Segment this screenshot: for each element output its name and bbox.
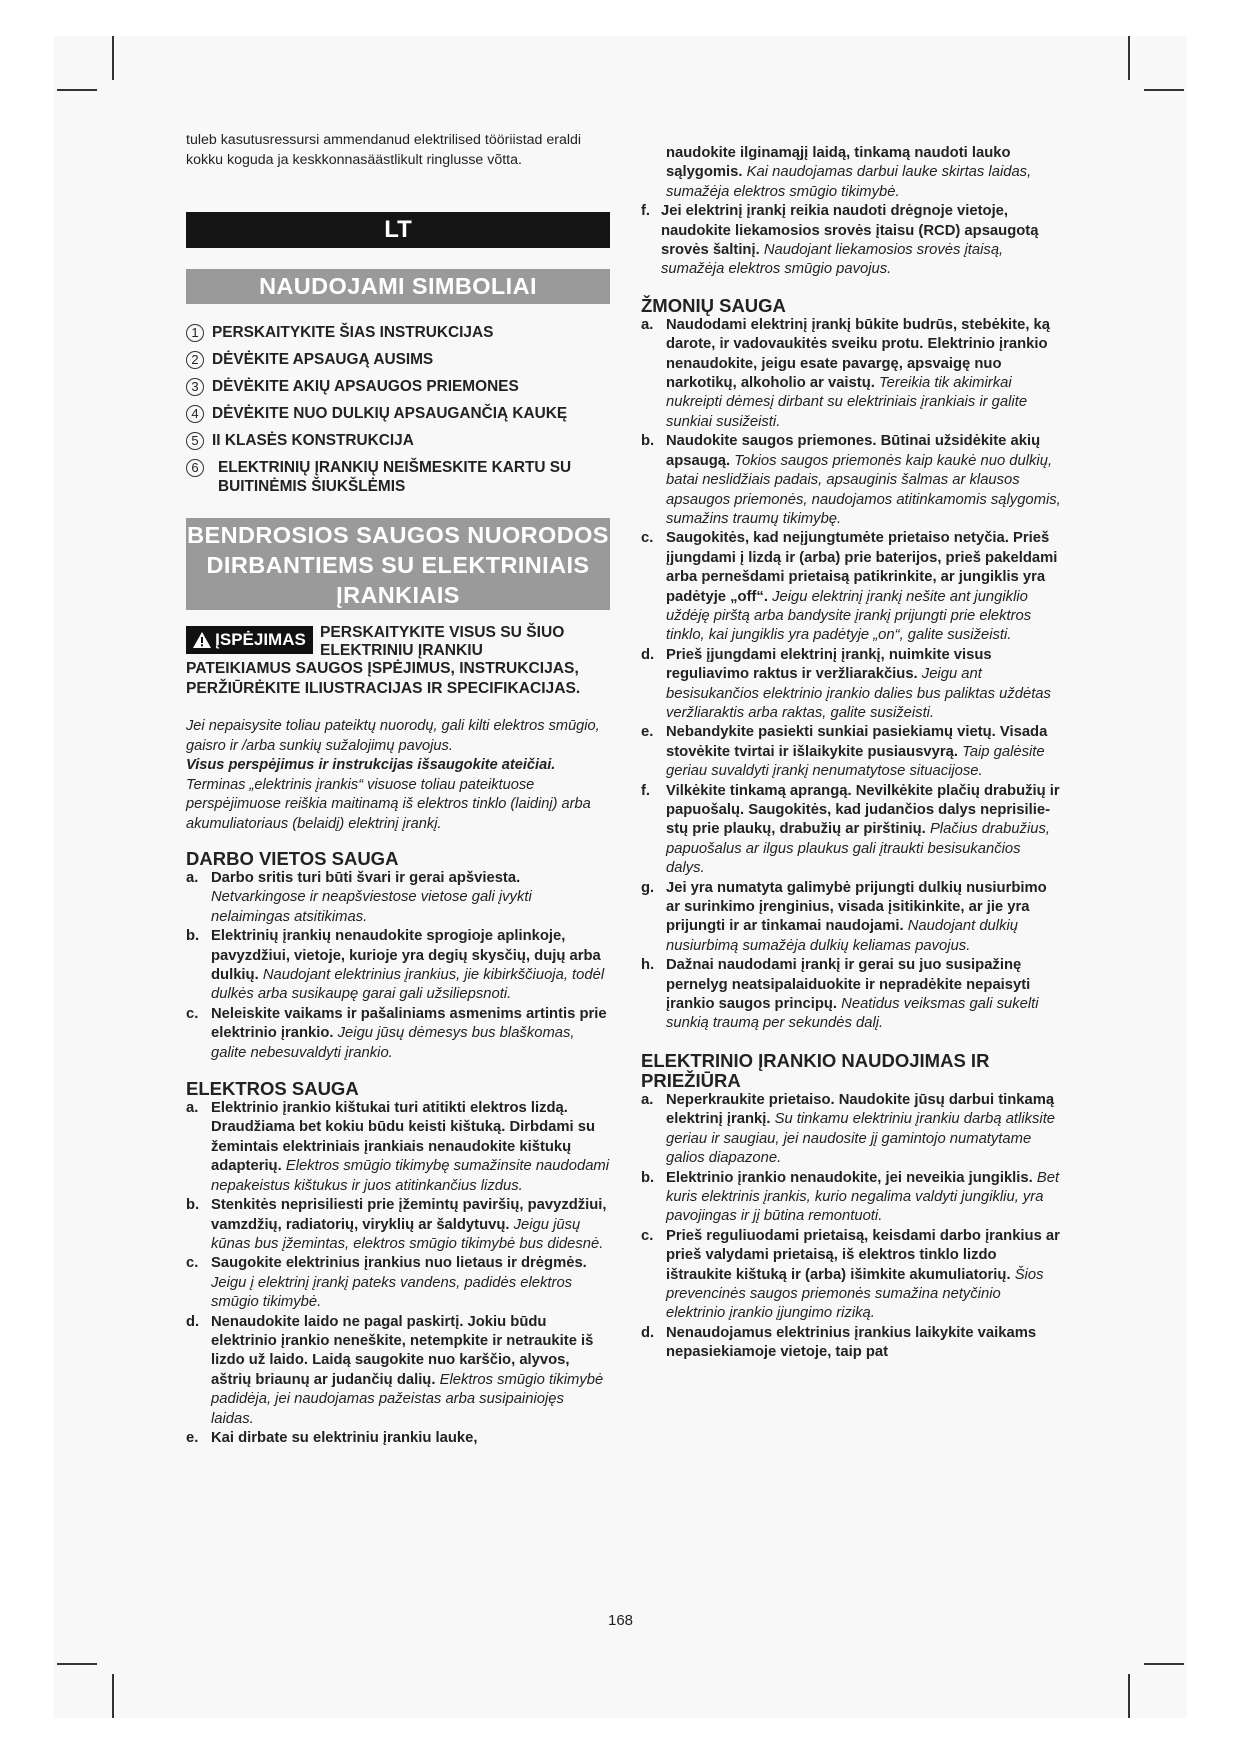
item-letter: d. (641, 646, 655, 663)
right-column (641, 144, 1061, 1363)
item-bold: Prieš reguliuodami prietaisą, keisdami darbo įrankius ar prieš valydami prietaisą, iš elektros tinklo lizdo ištraukite kištuką ir (arba) išimkite akumuliatorių. (666, 1227, 1060, 1283)
item-italic: Naudojant dulkių nusiurbimą sumažėja dulkių keliamas pavojus. (666, 918, 1018, 954)
item-italic: Kai naudojamas darbui lauke skirtas laidas, sumažėja elektros smūgio tikimybė. (666, 164, 1032, 200)
item-italic: Elektros smūgio tikimybę sumažinsite naudodami nepakeistus kištukus ir juos atitinkančius lizdus. (211, 1158, 610, 1194)
crop-mark (1144, 89, 1184, 91)
personal-safety-list (641, 316, 1061, 1034)
item-italic: Plačius drabužius, papuošalus ar ilgus plaukus gali įtraukti besisukančios dalys. (666, 821, 1051, 877)
item-italic: Bet kuris elektrinis įrankis, kurio negalima valdyti jungikliu, yra pavojingas ir jį būtina remontuoti. (666, 1169, 1060, 1225)
item-italic: Elektros smūgio tikimybė padidėja, jei naudojamas pažeistas arba susipainiojęs laidas. (211, 1371, 604, 1427)
warning-badge (186, 626, 313, 654)
symbol-item (186, 432, 610, 451)
crop-mark (57, 89, 97, 91)
item-italic: Jeigu ant besisukančios elektrinio įrankio dalies bus paliktas uždėtas veržliaraktis arba raktas, galite susižeisti. (666, 666, 1051, 721)
electrical-safety-list (186, 1099, 610, 1448)
list-item (186, 1196, 610, 1254)
symbol-label: II KLASĖS KONSTRUKCIJA (212, 432, 414, 449)
crop-mark (57, 1663, 97, 1665)
warning-badge-label: ĮSPĖJIMAS (215, 630, 306, 649)
item-letter: f. (641, 782, 651, 799)
item-italic: Tokios saugos priemonės kaip kaukė nuo dulkių, batai neslidžiais padais, apsauginis šalmas ar klausos apsaugos priemonės, naudojamos atitinkamomis sąlygomis, sumažins traumų tikimybę. (666, 452, 1061, 527)
work-area-list (186, 869, 610, 1063)
item-letter: b. (186, 928, 200, 945)
item-letter: a. (186, 870, 199, 886)
symbol-item (186, 378, 610, 397)
number-circle-icon: 3 (186, 378, 204, 396)
item-bold: Elektrinių įrankių nenaudokite sprogioje aplinkoje, pavyzdžiui, vietoje, kurioje yra degių skysčių, dujų arba dulkių. (211, 928, 601, 984)
item-bold: Neperkraukite prietaiso. Naudokite jūsų darbui tinkamą elektrinį įrankį. (666, 1091, 1055, 1128)
item-letter: b. (186, 1197, 200, 1214)
item-italic: Naudojant elektrinius įrankius, jie kibirkščiuoja, todėl dulkės arba susikaupę garai gali užsiliepsnoti. (211, 967, 605, 1003)
item-letter: g. (641, 879, 655, 896)
item-italic: Tereikia tik akimirkai nukreipti dėmesį dirbant su elektriniais įrankiais ir galite sunkiai susižeisti. (666, 375, 1028, 430)
item-letter: b. (641, 1169, 655, 1186)
item-bold: Nenaudojamus elektrinius įrankius laikykite vaikams nepasiekiamoje vietoje, taip pat (666, 1324, 1037, 1361)
item-letter: c. (186, 1005, 199, 1022)
symbol-item (186, 351, 610, 370)
item-bold: Nebandykite pasiekti sunkiai pasiekiamų vietų. Visada stovėkite tvirtai ir išlaikykite pusiausvyrą. (666, 724, 1048, 760)
number-circle-icon: 6 (186, 459, 204, 477)
symbol-item (186, 459, 610, 496)
number-circle-icon: 1 (186, 324, 204, 342)
item-bold: Elektrinio įrankio kištukai turi atitikti elektros lizdą. Draudžiama bet kokiu būdu keisti kištuką. Dirbdami su žemintais elektriniais įrankiais nenaudokite kištukų adapterių. (211, 1100, 595, 1175)
item-bold: Saugokitės, kad neįjungtumėte prietaiso netyčia. Prieš įjungdami į lizdą ir (arba) prie baterijos, prieš pakeldami arba pernešdami prietaisą patikrinkite, ar jungiklis yra padėtyje „off“. (666, 530, 1058, 605)
item-letter: a. (641, 316, 654, 333)
item-italic: Šios prevencinės saugos priemonės sumažina netyčinio elektrinio įrankio įjungimo riziką. (666, 1266, 1044, 1322)
item-bold: Naudokite saugos priemones. Būtinai užsidėkite akių apsaugą. (666, 433, 1041, 469)
work-area-heading: DARBO VIETOS SAUGA (186, 848, 399, 869)
item-letter: c. (186, 1255, 199, 1272)
list-item (641, 723, 1061, 781)
item-italic: Jeigu jūsų kūnas bus įžemintas, elektros smūgio tikimybė bus didesnė. (211, 1216, 604, 1252)
item-italic: Neatidus veiksmas gali sukelti sunkią traumą per sekundės dalį. (666, 996, 1039, 1032)
item-bold: Neleiskite vaikams ir pašaliniams asmenims artintis prie elektrinio įrankio. (211, 1005, 607, 1042)
item-italic: Jeigu elektrinį įrankį nešite ant jungiklio uždėję pirštą arba bandysite įrankį prijungti prie elektros tinklo, kai jungiklis yra padėtyje „on“, galite susižeisti. (666, 588, 1032, 644)
list-item (186, 869, 610, 927)
language-band: LT (186, 212, 610, 248)
list-item (641, 1091, 1061, 1169)
symbols-heading: NAUDOJAMI SIMBOLIAI (186, 269, 610, 304)
item-bold: naudokite ilginamąjį laidą, tinkamą naudoti lauko sąlygomis. (666, 145, 1011, 181)
list-item (641, 316, 1061, 432)
list-item (641, 879, 1061, 957)
item-bold: Vilkėkite tinkamą aprangą. Nevilkėkite plačių drabužių ir papuošalų. Saugokitės, kad judančios dalys neprisiliestų prie plaukų, drabužių ar pirštinių. (666, 782, 1060, 838)
list-item (186, 927, 610, 1005)
list-item (641, 432, 1061, 529)
symbol-label: DĖVĖKITE AKIŲ APSAUGOS PRIEMONES (212, 378, 519, 395)
item-bold: Stenkitės neprisiliesti prie įžemintų paviršių, pavyzdžiui, vamzdžių, radiatorių, viryklių ar šaldytuvų. (211, 1197, 607, 1233)
item-bold: Nenaudokite laido ne pagal paskirtį. Jokiu būdu elektrinio įrankio neneškite, netempkite ir netraukite iš lizdo už laido. Laidą saugokite nuo karščio, alyvos, aštrių briaunų ar judančių dalių. (211, 1313, 594, 1388)
item-bold: Jei elektrinį įrankį reikia naudoti drėgnoje vietoje, naudokite liekamosios srovės įtaisu (RCD) apsaugotą srovės šaltinį. (661, 203, 1039, 259)
save-instructions-note (186, 756, 610, 834)
intro-text: tuleb kasutusressursi ammendanud elektrilised tööriistad eraldi kokku koguda ja keskkonnasäästlikult ringlusse võtta. (186, 132, 582, 168)
symbol-label: DĖVĖKITE APSAUGĄ AUSIMS (212, 351, 434, 368)
list-item (641, 1227, 1061, 1324)
symbol-label: DĖVĖKITE NUO DULKIŲ APSAUGANČIĄ KAUKĘ (212, 405, 568, 422)
item-letter: d. (641, 1324, 655, 1341)
list-item (186, 1429, 610, 1448)
general-safety-heading: BENDROSIOS SAUGOS NUORODOS DIRBANTIEMS SU ELEKTRINIAIS ĮRANKIAIS (186, 518, 610, 610)
item-letter: h. (641, 957, 655, 974)
list-item (186, 1313, 610, 1429)
item-italic: Naudojant liekamosios srovės įtaisą, sumažėja elektros smūgio pavojus. (661, 242, 1004, 278)
personal-safety-heading: ŽMONIŲ SAUGA (641, 294, 786, 316)
list-item (186, 1099, 610, 1196)
item-italic: Taip galėsite geriau suvaldyti įrankį nenumatytose situacijose. (666, 743, 1045, 780)
list-item (641, 782, 1061, 879)
item-italic: Jeigu jūsų dėmesys bus blaškomas, galite nebesuvaldyti įrankio. (211, 1025, 575, 1061)
list-item (641, 529, 1061, 645)
page-number: 168 (607, 1612, 634, 1629)
item-letter: b. (641, 433, 655, 450)
symbol-item (186, 324, 610, 343)
crop-mark (1128, 36, 1130, 80)
list-item (641, 1169, 1061, 1227)
crop-mark (1128, 1674, 1130, 1718)
list-item-continued (641, 144, 1061, 202)
symbol-item (186, 405, 610, 424)
number-circle-icon: 2 (186, 351, 204, 369)
list-item (641, 202, 1061, 280)
item-letter: c. (641, 530, 654, 547)
item-letter: e. (186, 1429, 199, 1446)
item-bold: Naudodami elektrinį įrankį būkite budrūs, stebėkite, ką darote, ir vadovaukitės sveiku protu. Elektrinio įrankio nenaudokite, jeigu esate pavargę, apsvaigę nuo narkotikų, alkoholio ar vaistų. (666, 316, 1051, 392)
number-circle-icon: 4 (186, 405, 204, 423)
item-italic: Su tinkamu elektriniu įrankiu darbą atliksite geriau ir saugiau, jei naudosite jį gamintojo numatytame galios diapazone. (666, 1111, 1056, 1167)
item-letter: e. (641, 724, 654, 741)
number-circle-icon: 5 (186, 432, 204, 450)
item-bold: Elektrinio įrankio nenaudokite, jei neveikia jungiklis. (666, 1169, 1033, 1186)
list-item (641, 1324, 1061, 1363)
warning-text: PERSKAITYKITE VISUS SU ŠIUO ELEKTRINIU ĮRANKIU (320, 624, 565, 659)
warning-triangle-icon (193, 632, 211, 648)
item-letter: f. (641, 203, 651, 220)
warning-text-cont: PATEIKIAMUS SAUGOS ĮSPĖJIMUS, INSTRUKCIJAS, PERŽIŪRĖKITE ILIUSTRACIJAS IR SPECIFIKACIJAS. (186, 660, 581, 697)
crop-mark (112, 1674, 114, 1718)
item-italic: Jeigu į elektrinį įrankį pateks vandens, padidės elektros smūgio tikimybė. (211, 1274, 573, 1311)
item-bold: Prieš įjungdami elektrinį įrankį, nuimkite visus reguliavimo raktus ir veržliarakčius. (666, 646, 992, 683)
save-instructions-rest: Terminas „elektrinis įrankis“ visuose toliau pateiktuose perspėjimuose reiškia maitinamą iš elektros tinklo (laidinį) arba akumuliatoriaus (belaidį) elektrinį įrankį. (186, 776, 591, 832)
tool-use-heading: ELEKTRINIO ĮRANKIO NAUDOJIMAS IR PRIEŽIŪRA (641, 1049, 990, 1091)
list-item (641, 646, 1061, 724)
item-bold: Kai dirbate su elektriniu įrankiu lauke, (211, 1429, 478, 1446)
item-bold: Darbo sritis turi būti švari ir gerai apšviesta. (211, 870, 521, 886)
item-bold: Saugokite elektrinius įrankius nuo lietaus ir drėgmės. (211, 1255, 587, 1272)
crop-mark (1144, 1663, 1184, 1665)
item-italic: Netvarkingose ir neapšviestose vietose gali įvykti nelaimingas atsitikimas. (211, 889, 532, 925)
item-letter: c. (641, 1227, 654, 1244)
electrical-safety-heading: ELEKTROS SAUGA (186, 1078, 359, 1100)
save-instructions-bold: Visus perspėjimus ir instrukcijas išsaugokite ateičiai. (186, 757, 556, 773)
warning-row (186, 624, 610, 659)
crop-mark (112, 36, 114, 80)
safety-note: Jei nepaisysite toliau pateiktų nuorodų, gali kilti elektros smūgio, gaisro ir /arba sunkių sužalojimų pavojus. (186, 718, 600, 754)
symbols-list (186, 324, 610, 496)
item-letter: a. (186, 1100, 199, 1117)
list-item (186, 1005, 610, 1063)
left-column (186, 131, 610, 1448)
item-letter: d. (186, 1313, 200, 1330)
tool-use-list (641, 1091, 1061, 1363)
list-item (641, 956, 1061, 1034)
item-bold: Dažnai naudodami įrankį ir gerai su juo susipažinę pernelyg neatsipalaiduokite ir nepradėkite nepaisyti įrankio saugos principų. (666, 957, 1031, 1013)
item-bold: Jei yra numatyta galimybė prijungti dulkių nusiurbimo ar surinkimo įrenginius, visada įsitikinkite, ar jie yra prijungti ir ar tinkamai naudojami. (666, 879, 1047, 935)
symbol-label: ELEKTRINIŲ ĮRANKIŲ NEIŠMESKITE KARTU SU BUITINĖMIS ŠIUKŠLĖMIS (218, 459, 572, 495)
item-letter: a. (641, 1091, 654, 1108)
symbol-label: PERSKAITYKITE ŠIAS INSTRUKCIJAS (212, 324, 494, 341)
list-item (186, 1254, 610, 1312)
